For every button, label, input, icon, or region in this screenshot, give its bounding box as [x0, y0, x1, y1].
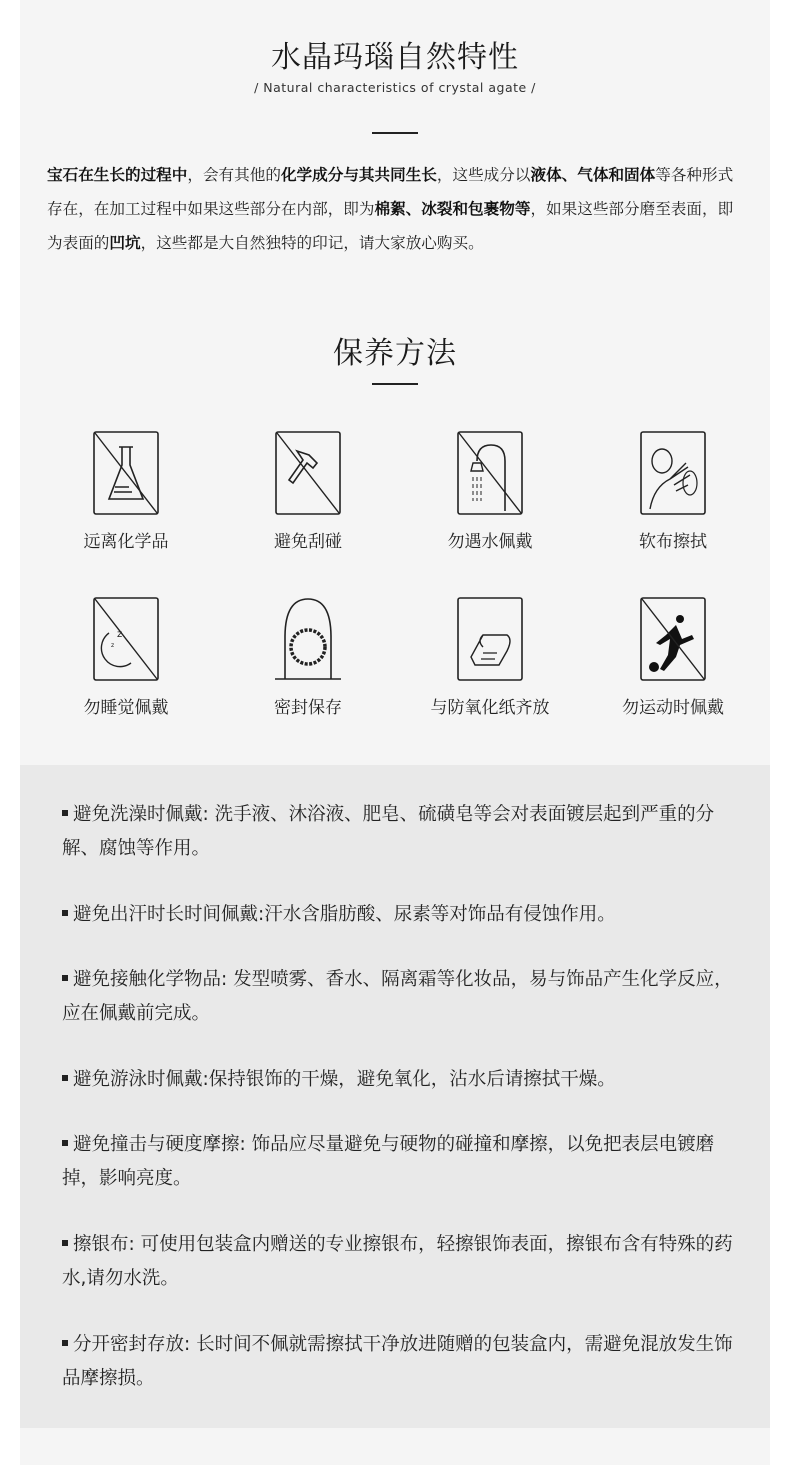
bold-text: 棉絮、冰裂和包裹物等 [374, 200, 531, 218]
anti-oxidation-paper-icon [430, 597, 550, 681]
care-item [248, 597, 368, 718]
intro-paragraph [47, 158, 747, 260]
tip-text: 避免接触化学物品: 发型喷雾、香水、隔离霜等化妆品，易与饰品产生化学反应，应在佩戴前完成。 [62, 969, 733, 1024]
bullet-icon [62, 910, 68, 916]
section-subtitle: / Natural characteristics of crystal agate / [254, 80, 536, 95]
care-item [430, 431, 550, 552]
bullet-icon [62, 1140, 68, 1146]
care-item-label: 远离化学品 [83, 532, 169, 552]
tip-item [62, 1328, 742, 1396]
text: ，会有其他的 [187, 166, 281, 184]
care-item-label: 密封保存 [274, 698, 342, 718]
no-shower-icon [430, 431, 550, 515]
tip-item [62, 1128, 742, 1196]
tip-item [62, 1228, 742, 1296]
sealed-storage-icon [248, 597, 368, 681]
bullet-icon [62, 1240, 68, 1246]
divider [372, 132, 418, 134]
no-chemicals-icon [66, 431, 186, 515]
care-item-label: 避免刮碰 [274, 532, 342, 552]
care-item [66, 597, 186, 718]
bold-text: 凹坑 [109, 234, 141, 252]
tip-item [62, 798, 742, 866]
care-item-label: 与防氧化纸齐放 [430, 698, 550, 718]
bullet-icon [62, 1340, 68, 1346]
no-sports-icon [613, 597, 733, 681]
tip-item [62, 963, 742, 1031]
tip-text: 避免撞击与硬度摩擦: 饰品应尽量避免与硬物的碰撞和摩擦，以免把表层电镀磨掉，影响亮度。 [62, 1134, 715, 1189]
bold-text: 化学成分与其共同生长 [280, 166, 437, 184]
bold-text: 宝石在生长的过程中 [47, 166, 188, 184]
text: 等各种形式存在，在加工过程中如果这些部分在内部，即为 [47, 166, 734, 218]
tip-text: 分开密封存放: 长时间不佩就需擦拭干净放进随赠的包装盒内，需避免混放发生饰品摩擦损。 [62, 1334, 733, 1389]
no-hammer-icon [248, 431, 368, 515]
svg-text:z: z [111, 642, 115, 649]
tip-item [62, 1063, 742, 1097]
care-item [248, 431, 368, 552]
bullet-icon [62, 975, 68, 981]
tip-text: 避免出汗时长时间佩戴:汗水含脂肪酸、尿素等对饰品有侵蚀作用。 [73, 904, 616, 925]
care-item [613, 431, 733, 552]
care-item [613, 597, 733, 718]
tip-text: 避免游泳时佩戴:保持银饰的干燥，避免氧化，沾水后请擦拭干燥。 [73, 1069, 616, 1090]
tip-text: 擦银布: 可使用包装盒内赠送的专业擦银布，轻擦银饰表面，擦银布含有特殊的药水,请勿水洗。 [62, 1234, 733, 1289]
soft-cloth-wipe-icon [613, 431, 733, 515]
bullet-icon [62, 1075, 68, 1081]
bullet-icon [62, 810, 68, 816]
care-item [430, 597, 550, 718]
tip-text: 避免洗澡时佩戴: 洗手液、沐浴液、肥皂、硫磺皂等会对表面镀层起到严重的分解、腐蚀等作用。 [62, 804, 715, 859]
tip-item [62, 898, 742, 932]
divider [372, 383, 418, 385]
care-item [66, 431, 186, 552]
care-item-label: 勿遇水佩戴 [447, 532, 533, 552]
no-sleep-icon [66, 597, 186, 681]
text: ，这些成分以 [436, 166, 531, 184]
text: ，如果这些部分磨至表面，即为表面的 [47, 200, 734, 252]
care-title: 保养方法 [333, 336, 457, 371]
care-item-label: 勿睡觉佩戴 [83, 698, 169, 718]
section-title: 水晶玛瑙自然特性 [271, 40, 519, 75]
svg-text:z: z [117, 629, 123, 640]
text: ，这些都是大自然独特的印记，请大家放心购买。 [140, 234, 484, 252]
care-item-label: 勿运动时佩戴 [622, 698, 724, 718]
care-item-label: 软布擦拭 [639, 532, 707, 552]
bold-text: 液体、气体和固体 [530, 166, 656, 184]
